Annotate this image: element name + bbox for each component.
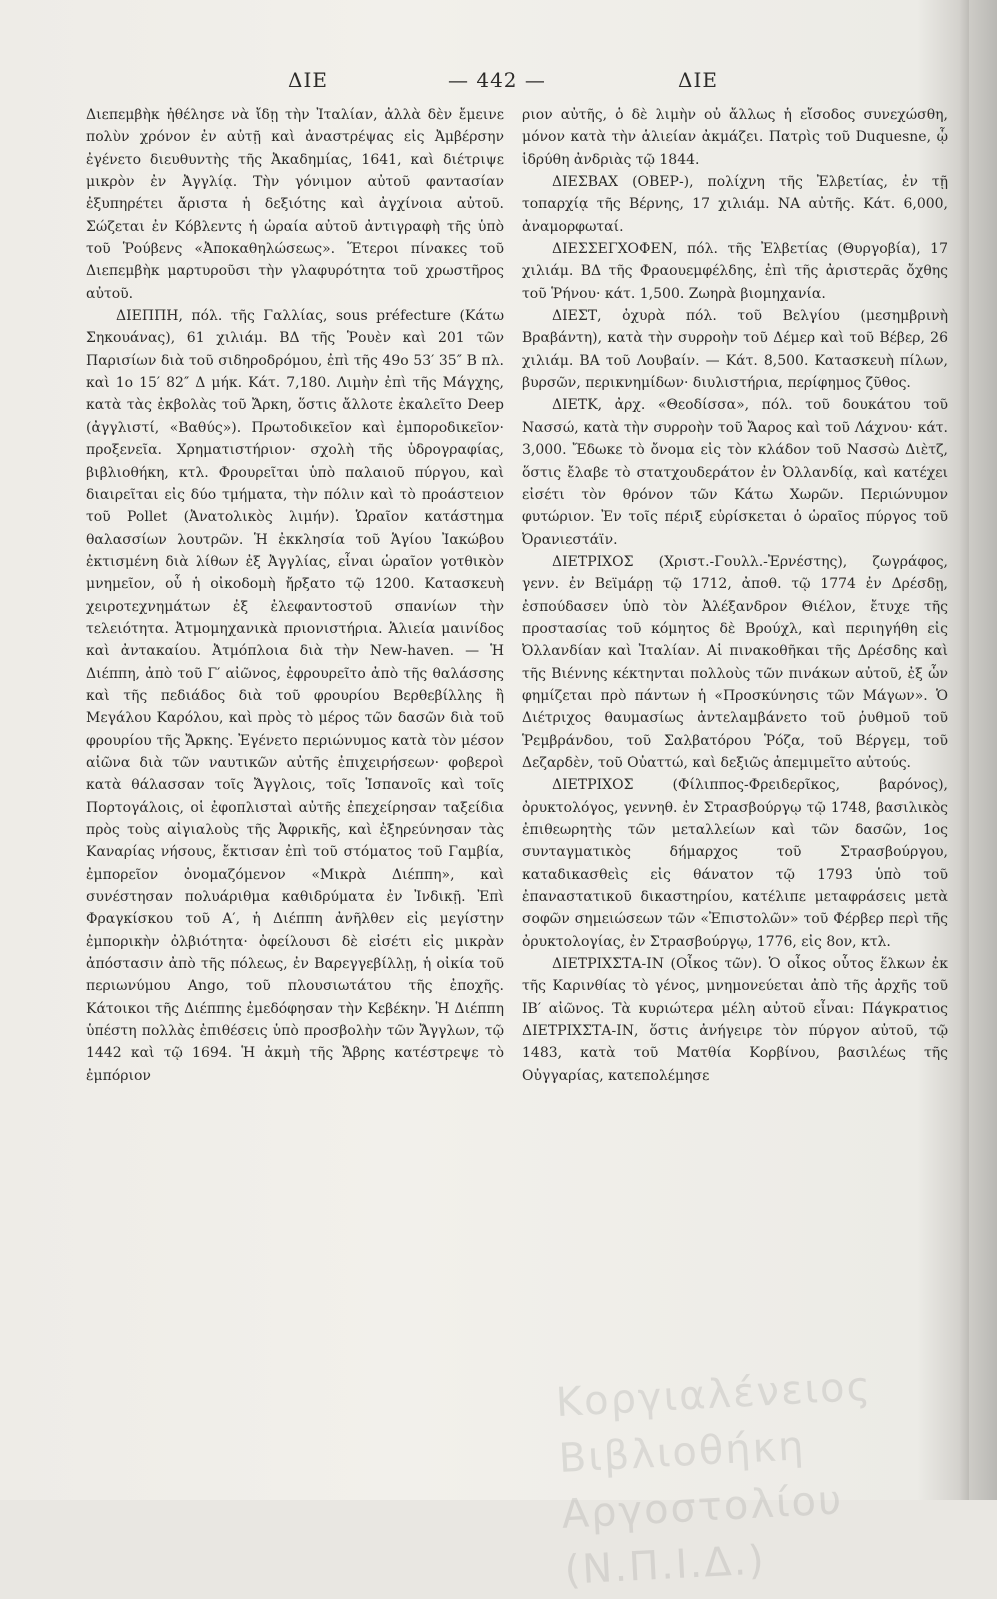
page-fold-shadow: [959, 0, 969, 1500]
running-header: [0, 68, 960, 98]
library-watermark: Κοργιαλένειος Βιβλιοθήκη Αργοστολίου (Ν.Π.Ι.Δ.): [554, 1363, 874, 1594]
header-right-keyword: ΔΙΕ: [678, 68, 718, 92]
entry-dieppe: ΔΙΕΠΠΗ, πόλ. τῆς Γαλλίας, sous préfecture (Κάτω Σηκουάνας), 61 χιλιάμ. ΒΔ τῆς Ῥουὲν καὶ 201 τῶν Παρισίων διὰ τοῦ σιδηροδρόμου, ἐπὶ τῆς 49ο 53′ 35″ Β πλ. καὶ 1ο 15′ 82″ Δ μήκ. Κάτ. 7,180. Λιμὴν ἐπὶ τῆς Μάγχης, κατὰ τὰς ἐκβολὰς τοῦ Ἄρκη, ὅστις ἄλλοτε ἐκαλεῖτο Deep (ἀγγλιστί, «Βαθύς»). Πρωτοδικεῖον καὶ ἐμποροδικεῖον· προξενεῖα. Χρηματιστήριον· σχολὴ τῆς ὑδρογραφίας, βιβλιοθήκη, κτλ. Φρουρεῖται ὑπὸ παλαιοῦ πύργου, καὶ διαιρεῖται εἰς δύο τμήματα, τὴν πόλιν καὶ τὸ προάστειον τοῦ Pollet (Ἀνατολικὸς λιμήν). Ὡραῖον κατάστημα θαλασσίων λουτρῶν. Ἡ ἐκκλησία τοῦ Ἁγίου Ἰακώβου ἐκτισμένη διὰ λίθων ἐξ Ἀγγλίας, εἶναι ὡραῖον γοτθικὸν μνημεῖον, οὗ ἡ οἰκοδομὴ ἤρξατο τῷ 1200. Κατασκευὴ χειροτεχνημάτων ἐξ ἐλεφαντοστοῦ σπανίων τὴν τελειότητα. Ἀτμομηχανικὰ πριονιστήρια. Ἁλιεία μαινίδος καὶ ἀντακαίου. Ἀτμόπλοια διὰ τὴν New-haven. — Ἡ Διέππη, ἀπὸ τοῦ Γ′ αἰῶνος, ἐφρουρεῖτο ἀπὸ τῆς θαλάσσης καὶ τῆς πεδιάδος διὰ τοῦ φρουρίου Βερθεβίλλης ἢ Μεγάλου Καρόλου, καὶ πρὸς τὸ μέρος τῶν δασῶν διὰ τοῦ φρουρίου τῆς Ἄρκης. Ἐγένετο περιώνυμος κατὰ τὸν μέσον αἰῶνα διὰ τῶν ναυτικῶν αὐτῆς ἐπιχειρήσεων· φοβεροὶ κατὰ θάλασσαν τοῖς Ἄγγλοις, τοῖς Ἱσπανοῖς καὶ τοῖς Πορτογάλοις, οἱ ἐφοπλισταὶ αὐτῆς ἐπεχείρησαν ταξείδια πρὸς τοὺς αἰγιαλοὺς τῆς Ἀφρικῆς, καὶ ἐξηρεύνησαν τὰς Καναρίας νήσους, ἔκτισαν ἐπὶ τοῦ στόματος τοῦ Γαμβία, ἐμπορεῖον ὀνομαζόμενον «Μικρὰ Διέππη», καὶ συνέστησαν πολυάριθμα καθιδρύματα ἐν Ἰνδικῇ. Ἐπὶ Φραγκίσκου τοῦ Α′, ἡ Διέππη ἀνῆλθεν εἰς μεγίστην ἐμπορικὴν ὀλβιότητα· ὀφείλουσι δὲ εἰσέτι εἰς μικρὰν ἀπόστασιν ἀπὸ τῆς πόλεως, ἐν Βαρεγγεβίλλῃ, ἡ οἰκία τοῦ περιωνύμου Ango, τοῦ πλουσιωτάτου τῆς ἐποχῆς. Κάτοικοι τῆς Διέππης ἐμεδόφησαν τὴν Κεβέκην. Ἡ Διέππη ὑπέστη πολλὰς ἐπιθέσεις ὑπὸ προσβολὴν τῶν Ἄγγλων, τῷ 1442 καὶ τῷ 1694. Ἡ ἀκμὴ τῆς Ἄβρης κατέστρεψε τὸ ἐμπόριον: [86, 308, 504, 1084]
entry-continuation-dieppe: ριον αὐτῆς, ὁ δὲ λιμὴν οὐ ἄλλως ἡ εἴσοδος συνεχώσθη, μόνον κατὰ τὴν ἁλιείαν ἀκμάζει. Πατρὶς τοῦ Duquesne, ᾧ ἱδρύθη ἀνδριὰς τῷ 1844.: [522, 107, 948, 168]
entry-continuation-diepembek: Διεπεμβὴκ ἠθέλησε νὰ ἴδῃ τὴν Ἰταλίαν, ἀλλὰ δὲν ἔμεινε πολὺν χρόνον ἐν αὐτῇ καὶ ἀναστρέψας εἰς Ἀμβέρσην ἐγένετο διευθυντὴς τῆς Ἀκαδημίας, 1641, καὶ διέτριψε μικρὸν ἐν Ἀγγλίᾳ. Τὴν γόνιμον αὐτοῦ φαντασίαν ἐξυπηρέτει ἄριστα ἡ δεξιότης καὶ ἀγχίνοια αὐτοῦ. Σώζεται ἐν Κόβλεντς ἡ ὡραία αὐτοῦ ἀντιγραφὴ τῆς ὑπὸ τοῦ Ῥούβενς «Ἀποκαθηλώσεως». Ἕτεροι πίνακες τοῦ Διεπεμβὴκ μαρτυροῦσι τὴν γλαφυρότητα τοῦ χρωστῆρος αὐτοῦ.: [86, 107, 504, 302]
entry-diest: ΔΙΕΣΤ, ὀχυρὰ πόλ. τοῦ Βελγίου (μεσημβρινὴ Βραβάντη), κατὰ τὴν συρροὴν τοῦ Δέμερ καὶ τοῦ Βέβερ, 26 χιλιάμ. ΒΑ τοῦ Λουβαίν. — Κάτ. 8,500. Κατασκευὴ πίλων, βυρσῶν, περικνημίδων· διυλιστήρια, περίφημος ζῦθος.: [522, 308, 948, 392]
entry-dietrich-philipp: ΔΙΕΤΡΙΧΟΣ (Φίλιππος-Φρειδερῖκος, βαρόνος), ὀρυκτολόγος, γεννηθ. ἐν Στρασβούργῳ τῷ 1748, βασιλικὸς ἐπιθεωρητὴς τῶν μεταλλείων καὶ τῶν δασῶν, 1ος συνταγματικὸς δήμαρχος τοῦ Στρασβούργου, καταδικασθεὶς εἰς θάνατον τῷ 1793 ὑπὸ τοῦ ἐπαναστατικοῦ δικαστηρίου, κατέλιπε μεταφράσεις μετὰ σοφῶν σημειώσεων τῶν «Ἐπιστολῶν» τοῦ Φέρβερ περὶ τῆς ὀρυκτολογίας, ἐν Στρασβούργῳ, 1776, εἰς 8ον, κτλ.: [522, 777, 948, 950]
entry-diessenhofen: ΔΙΕΣΣΕΓΧΟΦΕΝ, πόλ. τῆς Ἐλβετίας (Θυργοβία), 17 χιλιάμ. ΒΔ τῆς Φραουεμφέλδης, ἐπὶ τῆς ἀριστερᾶς ὄχθης τοῦ Ῥήνου· κάτ. 1,500. Ζωηρὰ βιομηχανία.: [522, 241, 948, 302]
entry-diesbach: ΔΙΕΣΒΑΧ (ΟΒΕΡ-), πολίχνη τῆς Ἐλβετίας, ἐν τῇ τοπαρχίᾳ τῆς Βέρνης, 17 χιλιάμ. ΝΑ αὐτῆς. Κάτ. 6,000, ἀναμορφωταί.: [522, 174, 948, 235]
right-column: [522, 104, 948, 1087]
entry-dietrichstein: ΔΙΕΤΡΙΧΣΤΑ-ΙΝ (Οἶκος τῶν). Ὁ οἶκος οὗτος ἕλκων ἐκ τῆς Καρινθίας τὸ γένος, μνημονεύεται ἀπὸ τῆς ἀρχῆς τοῦ ΙΒ′ αἰῶνος. Τὰ κυριώτερα μέλη αὐτοῦ εἶναι: Πάγκρατιος ΔΙΕΤΡΙΧΣΤΑ-ΙΝ, ὅστις ἀνήγειρε τὸν πύργον αὐτοῦ, τῷ 1483, κατὰ τοῦ Ματθία Κορβίνου, βασιλέως τῆς Οὐγγαρίας, κατεπολέμησε: [522, 956, 948, 1084]
header-left-keyword: ΔΙΕ: [288, 68, 328, 92]
entry-dietz: ΔΙΕΤΚ, ἀρχ. «Θεοδίσσα», πόλ. τοῦ δουκάτου τοῦ Νασσώ, κατὰ τὴν συρροὴν τοῦ Ἄαρος καὶ τοῦ Λάχνου· κάτ. 3,000. Ἔδωκε τὸ ὄνομα εἰς τὸν κλάδον τοῦ Νασσὼ Διὲτζ, ὅστις ἔλαβε τὸ στατχουδεράτον ἐν Ὀλλανδίᾳ, καὶ κατέχει εἰσέτι τὸν θρόνον τῶν Κάτω Χωρῶν. Περιώνυμον φυτώριον. Ἐν τοῖς πέριξ εὑρίσκεται ὁ ὡραῖος πύργος τοῦ Ὀρανιεστάϊν.: [522, 397, 948, 548]
left-column: [86, 104, 504, 1087]
page-number: — 442 —: [448, 68, 546, 92]
entry-dietrich-christian: ΔΙΕΤΡΙΧΟΣ (Χριστ.-Γουλλ.-Ἐρνέστης), ζωγράφος, γενν. ἐν Βεϊμάρῃ τῷ 1712, ἀποθ. τῷ 1774 ἐν Δρέσδῃ, ἐσπούδασεν ὑπὸ τὸν Ἀλέξανδρον Θιέλον, ἔτυχε τῆς προστασίας τοῦ κόμητος δὲ Βρούχλ, καὶ περιηγήθη εἰς Ὀλλανδίαν καὶ Ἰταλίαν. Αἱ πινακοθῆκαι τῆς Δρέσδης καὶ τῆς Βιέννης κέκτηνται πολλοὺς τῶν πινάκων αὐτοῦ, ἐξ ὧν φημίζεται πρὸ πάντων ἡ «Προσκύνησις τῶν Μάγων». Ὁ Διέτριχος θαυμασίως ἀντελαμβάνετο τοῦ ῥυθμοῦ τοῦ Ῥεμβράνδου, τοῦ Σαλβατόρου Ῥόζα, τοῦ Βέργεμ, τοῦ Δεζαρδὲν, τοῦ Οὐαττώ, καὶ δεξιῶς ἀπεμιμεῖτο αὐτούς.: [522, 553, 948, 771]
